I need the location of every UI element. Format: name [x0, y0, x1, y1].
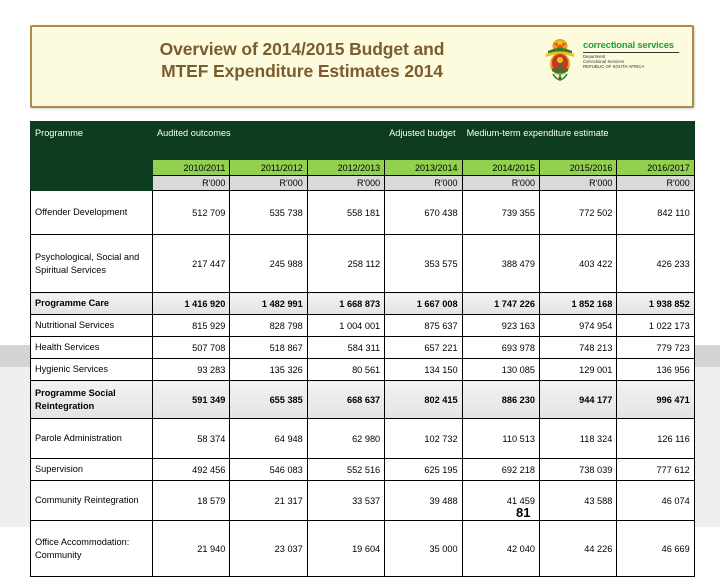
- row-value: 693 978: [462, 337, 539, 359]
- page-title: [32, 38, 572, 82]
- row-value: 923 163: [462, 315, 539, 337]
- header-year-2013-2014: 2013/2014: [385, 160, 462, 176]
- row-value: 739 355: [462, 191, 539, 235]
- row-value: 64 948: [230, 419, 307, 459]
- header-year-2016-2017: 2016/2017: [617, 160, 694, 176]
- row-value: 41 459: [462, 481, 539, 521]
- row-value: 692 218: [462, 459, 539, 481]
- table-head: [31, 122, 695, 191]
- row-value: 42 040: [462, 521, 539, 577]
- row-value: 944 177: [539, 381, 616, 419]
- row-value: 353 575: [385, 235, 462, 293]
- row-value: 558 181: [307, 191, 384, 235]
- row-value: 19 604: [307, 521, 384, 577]
- coat-of-arms-icon: [540, 37, 580, 81]
- logo-sub-republic: REPUBLIC OF SOUTH AFRICA: [583, 64, 645, 70]
- row-value: 136 956: [617, 359, 694, 381]
- row-value: 738 039: [539, 459, 616, 481]
- header-years-spacer: [31, 160, 153, 176]
- header-adjusted-budget: Adjusted budget: [385, 122, 462, 160]
- row-value: 1 022 173: [617, 315, 694, 337]
- row-value: 102 732: [385, 419, 462, 459]
- row-value: 126 116: [617, 419, 694, 459]
- row-label: Programme Care: [31, 293, 153, 315]
- row-label: Programme Social Reintegration: [31, 381, 153, 419]
- row-value: 1 667 008: [385, 293, 462, 315]
- row-value: 21 940: [153, 521, 230, 577]
- row-value: 388 479: [462, 235, 539, 293]
- row-value: 245 988: [230, 235, 307, 293]
- row-value: 35 000: [385, 521, 462, 577]
- row-value: 33 537: [307, 481, 384, 521]
- row-value: 886 230: [462, 381, 539, 419]
- row-label: Health Services: [31, 337, 153, 359]
- row-value: 403 422: [539, 235, 616, 293]
- row-value: 974 954: [539, 315, 616, 337]
- header-units-spacer: [31, 176, 153, 191]
- header-unit-1: R'000: [153, 176, 230, 191]
- row-value: 512 709: [153, 191, 230, 235]
- table-row: [31, 191, 695, 235]
- row-value: 655 385: [230, 381, 307, 419]
- row-value: 535 738: [230, 191, 307, 235]
- header-group-row: [31, 122, 695, 160]
- row-value: 1 938 852: [617, 293, 694, 315]
- page-title-line-2: MTEF Expenditure Estimates 2014: [161, 61, 443, 81]
- row-value: 815 929: [153, 315, 230, 337]
- row-value: 258 112: [307, 235, 384, 293]
- title-banner: [30, 25, 694, 108]
- row-value: 80 561: [307, 359, 384, 381]
- row-value: 591 349: [153, 381, 230, 419]
- row-value: 1 416 920: [153, 293, 230, 315]
- row-value: 118 324: [539, 419, 616, 459]
- row-value: 507 708: [153, 337, 230, 359]
- row-value: 110 513: [462, 419, 539, 459]
- row-label: Parole Administration: [31, 419, 153, 459]
- table-row: [31, 481, 695, 521]
- row-value: 23 037: [230, 521, 307, 577]
- logo-text-block: [583, 37, 679, 70]
- row-value: 129 001: [539, 359, 616, 381]
- row-value: 668 637: [307, 381, 384, 419]
- table-row: [31, 419, 695, 459]
- logo-divider: [583, 52, 679, 53]
- table-row: [31, 235, 695, 293]
- row-label: Hygienic Services: [31, 359, 153, 381]
- table-row: [31, 293, 695, 315]
- row-value: 518 867: [230, 337, 307, 359]
- row-value: 39 488: [385, 481, 462, 521]
- row-value: 552 516: [307, 459, 384, 481]
- header-mtef: Medium-term expenditure estimate: [462, 122, 694, 160]
- row-label: Supervision: [31, 459, 153, 481]
- row-value: 779 723: [617, 337, 694, 359]
- row-label: Psychological, Social and Spiritual Services: [31, 235, 153, 293]
- row-value: 996 471: [617, 381, 694, 419]
- row-value: 772 502: [539, 191, 616, 235]
- row-label: Office Accommodation: Community: [31, 521, 153, 577]
- row-value: 748 213: [539, 337, 616, 359]
- table-row: [31, 315, 695, 337]
- table-row: [31, 381, 695, 419]
- row-value: 777 612: [617, 459, 694, 481]
- row-value: 492 456: [153, 459, 230, 481]
- row-value: 875 637: [385, 315, 462, 337]
- row-value: 426 233: [617, 235, 694, 293]
- row-value: 1 482 991: [230, 293, 307, 315]
- table-row: [31, 337, 695, 359]
- header-unit-4: R'000: [385, 176, 462, 191]
- row-value: 1 004 001: [307, 315, 384, 337]
- header-units-row: [31, 176, 695, 191]
- row-value: 1 668 873: [307, 293, 384, 315]
- header-year-2012-2013: 2012/2013: [307, 160, 384, 176]
- table-body: [31, 191, 695, 577]
- row-value: 130 085: [462, 359, 539, 381]
- header-year-2014-2015: 2014/2015: [462, 160, 539, 176]
- header-year-2015-2016: 2015/2016: [539, 160, 616, 176]
- row-value: 217 447: [153, 235, 230, 293]
- header-unit-7: R'000: [617, 176, 694, 191]
- row-value: 584 311: [307, 337, 384, 359]
- row-value: 134 150: [385, 359, 462, 381]
- logo-title: correctional services: [583, 40, 674, 51]
- row-value: 670 438: [385, 191, 462, 235]
- header-unit-2: R'000: [230, 176, 307, 191]
- row-value: 62 980: [307, 419, 384, 459]
- header-unit-5: R'000: [462, 176, 539, 191]
- row-label: Community Reintegration: [31, 481, 153, 521]
- row-value: 44 226: [539, 521, 616, 577]
- header-years-row: [31, 160, 695, 176]
- row-value: 802 415: [385, 381, 462, 419]
- correctional-services-logo: [540, 37, 682, 85]
- row-value: 828 798: [230, 315, 307, 337]
- table-row: [31, 521, 695, 577]
- budget-table: [30, 121, 695, 577]
- row-value: 135 326: [230, 359, 307, 381]
- page-title-line-1: Overview of 2014/2015 Budget and: [159, 39, 445, 59]
- row-value: 1 747 226: [462, 293, 539, 315]
- logo-sub-service: Correctional Services: [583, 59, 624, 65]
- row-value: 58 374: [153, 419, 230, 459]
- header-audited-outcomes: Audited outcomes: [153, 122, 385, 160]
- row-value: 625 195: [385, 459, 462, 481]
- table-row: [31, 359, 695, 381]
- row-value: 18 579: [153, 481, 230, 521]
- row-value: 1 852 168: [539, 293, 616, 315]
- header-unit-6: R'000: [539, 176, 616, 191]
- row-label: Nutritional Services: [31, 315, 153, 337]
- header-programme: Programme: [31, 122, 153, 160]
- row-value: 21 317: [230, 481, 307, 521]
- row-value: 842 110: [617, 191, 694, 235]
- header-year-2010-2011: 2010/2011: [153, 160, 230, 176]
- table-row: [31, 459, 695, 481]
- row-label: Offender Development: [31, 191, 153, 235]
- logo-sub-department: Department: [583, 54, 606, 59]
- row-value: 46 669: [617, 521, 694, 577]
- row-value: 657 221: [385, 337, 462, 359]
- row-value: 43 588: [539, 481, 616, 521]
- row-value: 546 083: [230, 459, 307, 481]
- slide-number: 81: [516, 505, 531, 520]
- row-value: 93 283: [153, 359, 230, 381]
- header-year-2011-2012: 2011/2012: [230, 160, 307, 176]
- header-unit-3: R'000: [307, 176, 384, 191]
- row-value: 46 074: [617, 481, 694, 521]
